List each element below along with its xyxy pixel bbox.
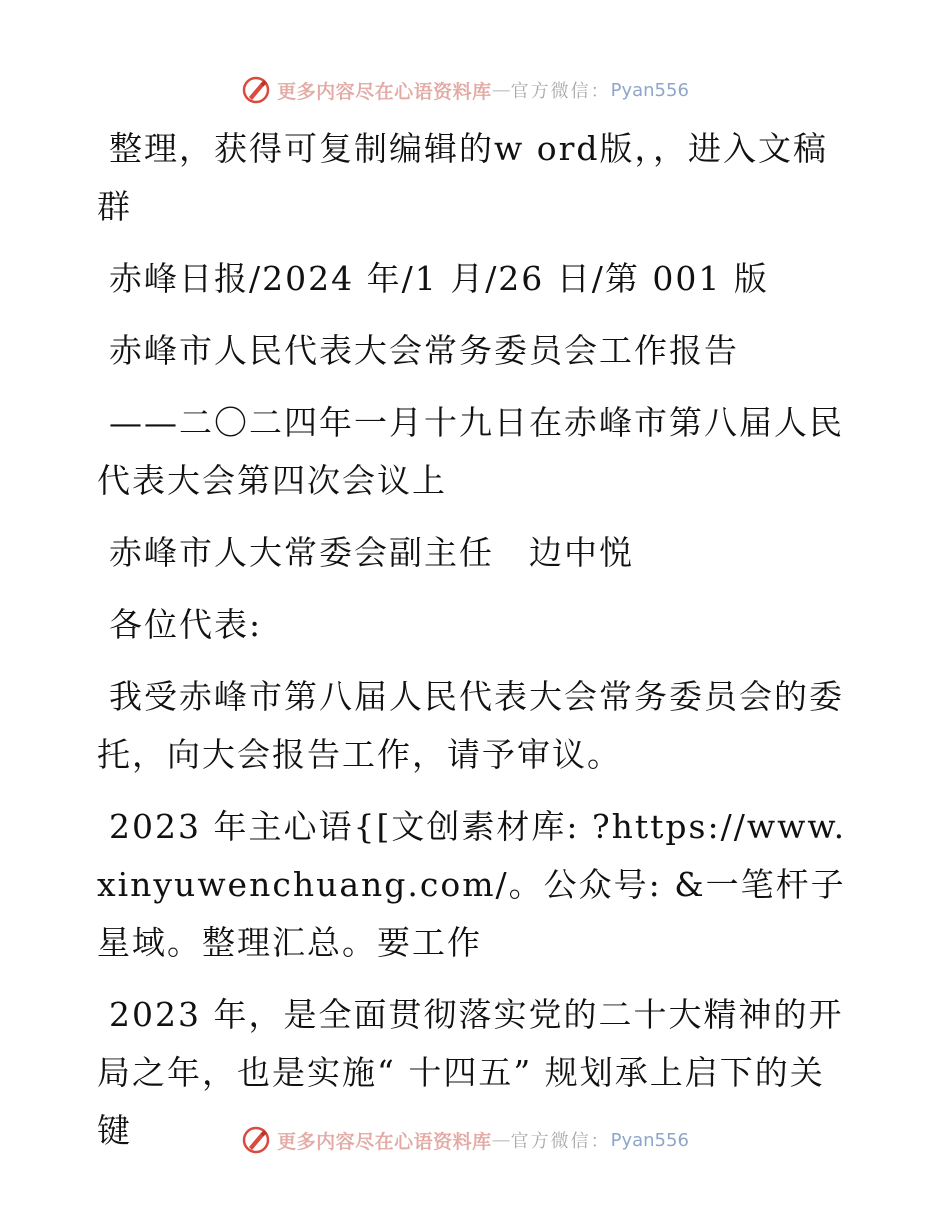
paragraph-title: 赤峰市人民代表大会常务委员会工作报告 xyxy=(109,331,739,370)
paragraph-salutation: 各位代表: xyxy=(109,605,263,644)
paragraph-intro: 整理，获得可复制编辑的w ord版，，进入文稿群 xyxy=(97,129,829,226)
watermark-sub-text: 官方微信： xyxy=(510,1131,611,1152)
pen-logo-icon xyxy=(241,75,271,105)
paragraph-subtitle: ——二〇二四年一月十九日在赤峰市第八届人民代表大会第四次会议上 xyxy=(97,403,844,500)
watermark-wechat-id: Pyan556 xyxy=(610,1129,689,1151)
watermark-separator: — xyxy=(491,79,511,101)
header-watermark xyxy=(0,70,950,110)
paragraph-body: 2023 年，是全面贯彻落实党的二十大精神的开局之年，也是实施“ 十四五” 规划承上启下的关键 xyxy=(97,995,844,1150)
watermark-main-text: 更多内容尽在心语资料库 xyxy=(277,80,492,103)
watermark-wechat-id: Pyan556 xyxy=(610,79,689,101)
pen-logo-icon xyxy=(241,1125,271,1155)
paragraph-opening: 我受赤峰市第八届人民代表大会常务委员会的委托，向大会报告工作，请予审议。 xyxy=(97,677,844,774)
paragraph-author: 赤峰市人大常委会副主任 边中悦 xyxy=(109,533,634,572)
watermark-separator: — xyxy=(491,1129,511,1151)
document-body xyxy=(97,120,857,1174)
paragraph-source: 赤峰日报/2024 年/1 月/26 日/第 001 版 xyxy=(109,259,769,298)
watermark-main-text: 更多内容尽在心语资料库 xyxy=(277,1130,492,1153)
watermark-sub-text: 官方微信： xyxy=(510,81,611,102)
footer-watermark xyxy=(0,1120,950,1160)
paragraph-section-heading: 2023 年主心语{[文创素材库: ?https://www.xinyuwenchuang.com/。公众号: &一笔杆子星域。整理汇总。要工作 xyxy=(97,807,847,962)
